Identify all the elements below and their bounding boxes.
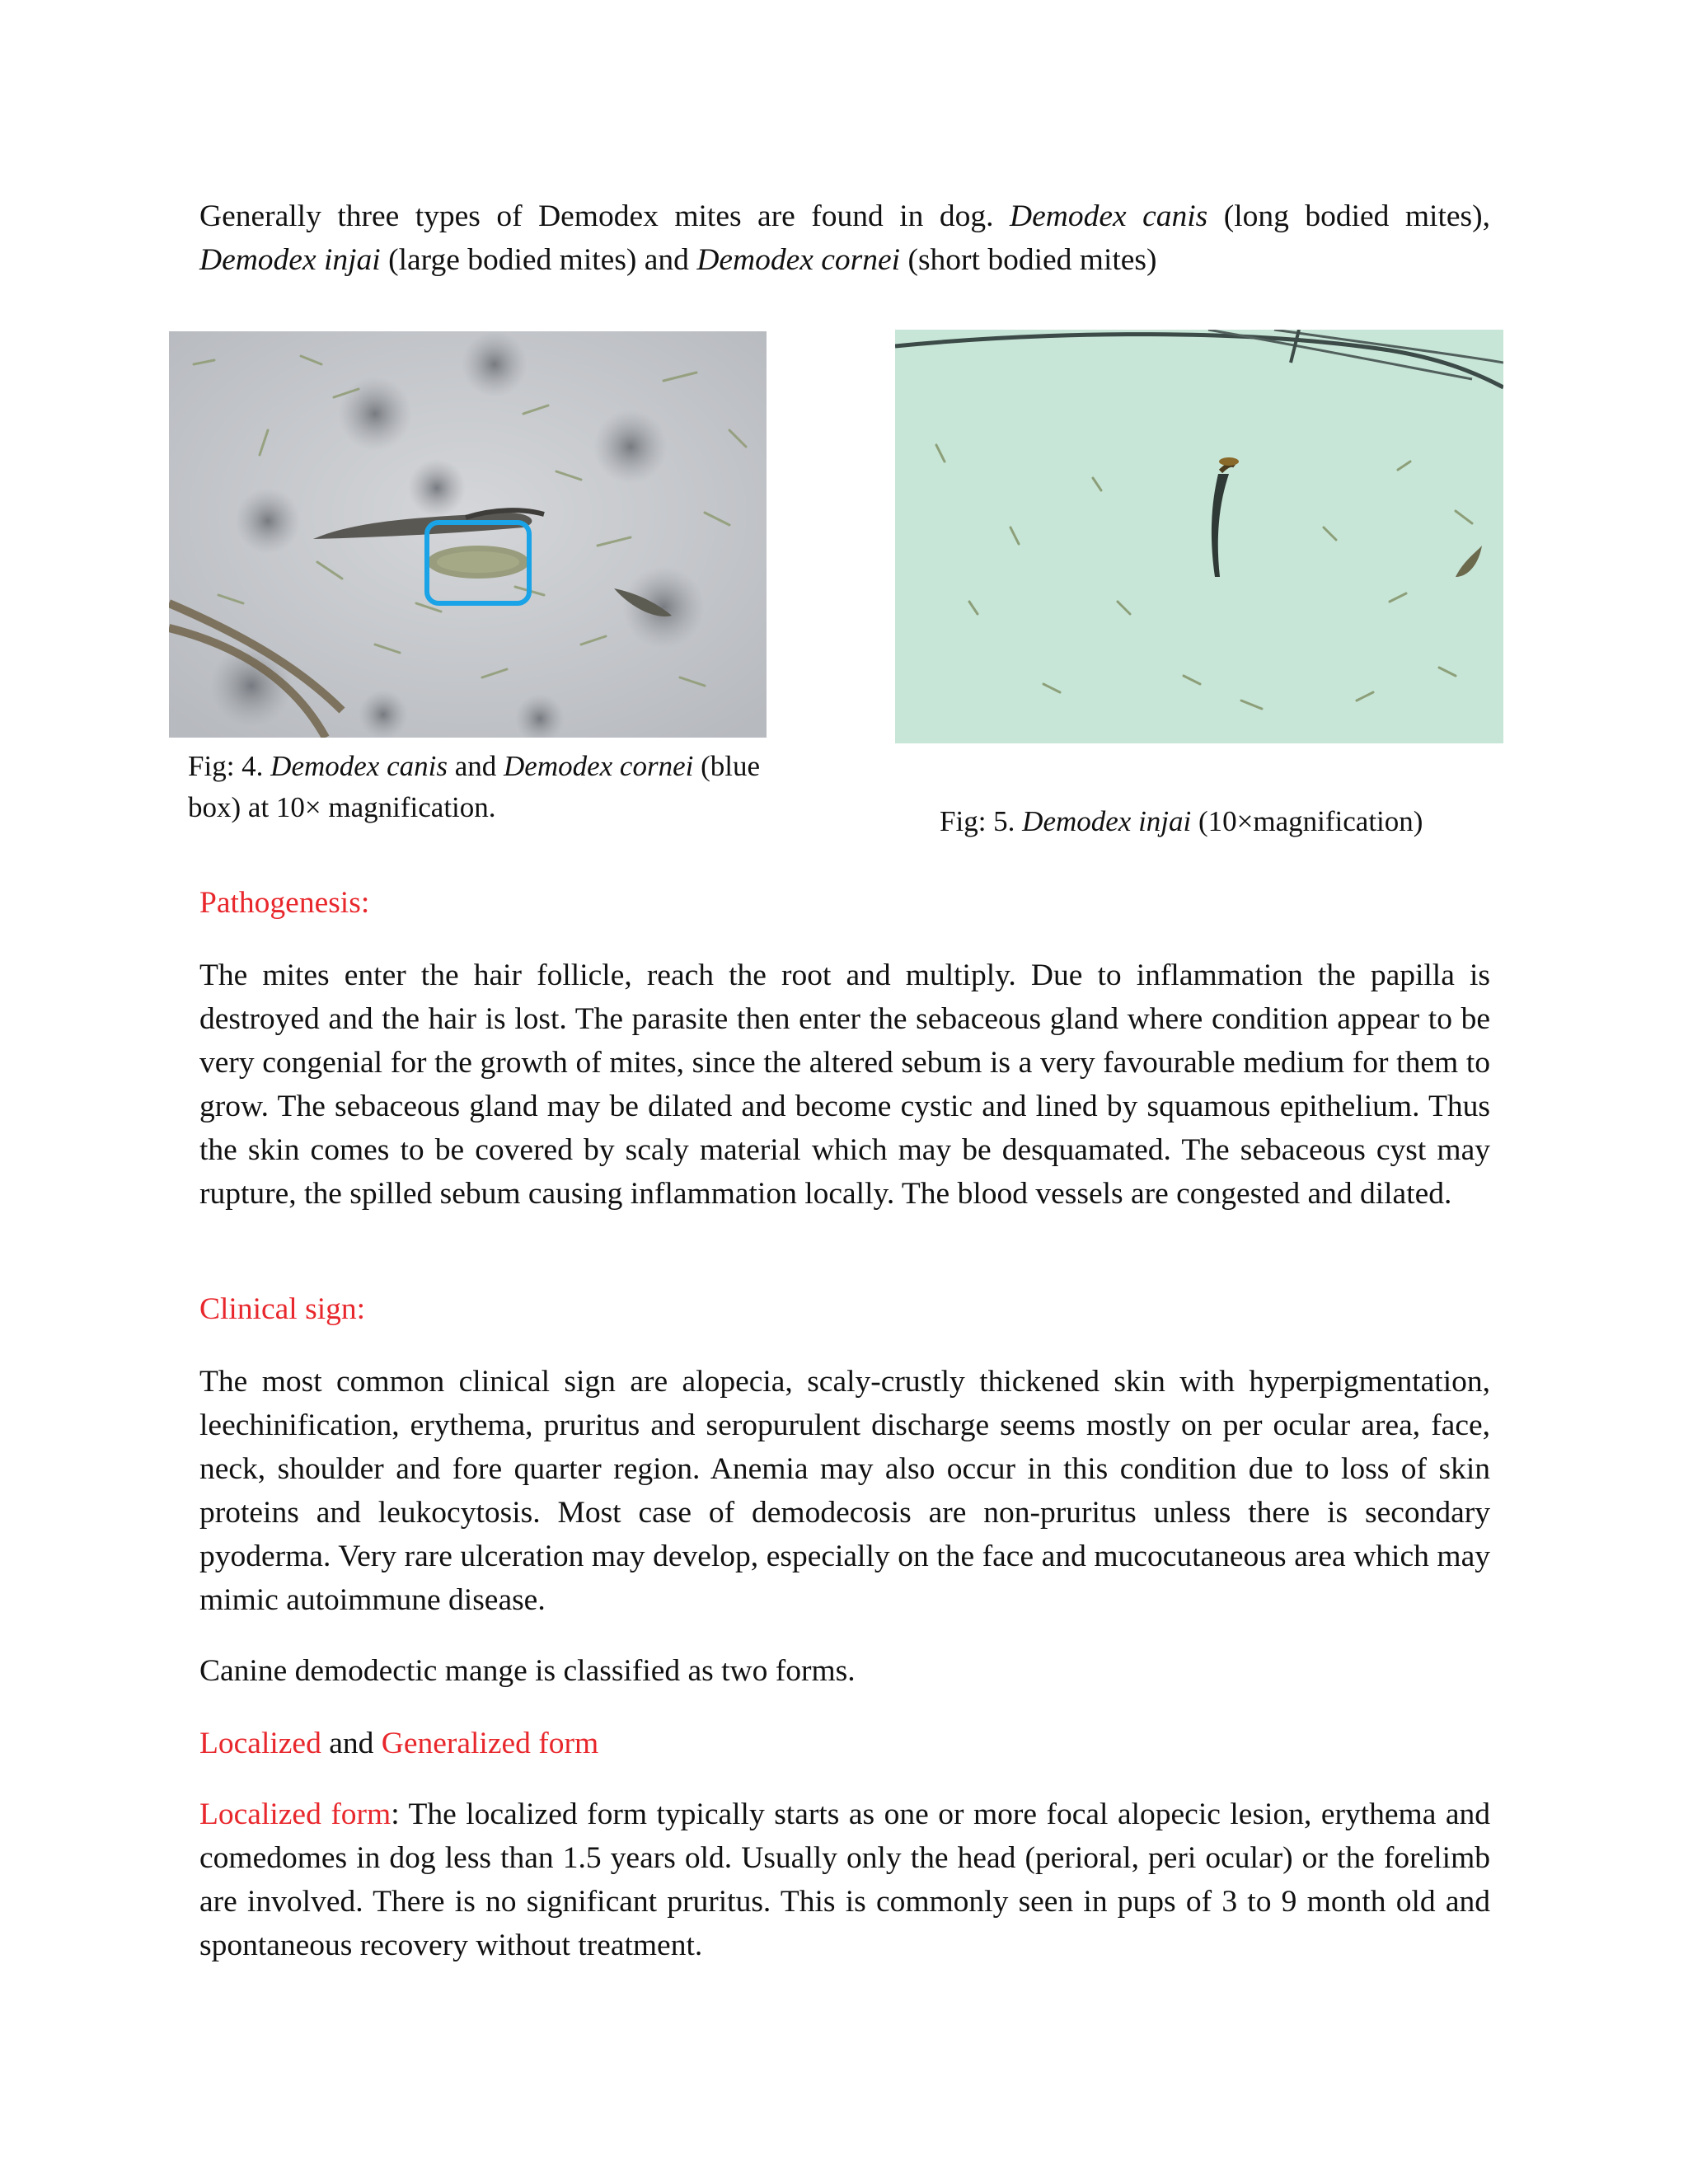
intro-text: Generally three types of Demodex mites are found in dog.: [199, 199, 1010, 233]
intro-paragraph: [199, 194, 1490, 282]
forms-intro-text: Canine demodectic mange is classified as two forms.: [199, 1654, 856, 1688]
intro-text: (large bodied mites) and: [380, 243, 697, 277]
caption-text: Fig: 5.: [940, 805, 1023, 837]
figure-5-micrograph: [895, 330, 1503, 743]
clinical-sign-text: The most common clinical sign are alopecia, scaly-crustly thickened skin with hyperpigmentation, leechinification, erythema, pruritus and seropurulent discharge seems mostly on per ocular area, face, neck, shoulder and fore quarter region. Anemia may also occur in this condition due to loss of skin proteins and leukocytosis. Most case of demodecosis are non-pruritus unless there is secondary pyoderma. Very rare ulceration may develop, especially on the face and mucocutaneous area which may mimic autoimmune disease.: [199, 1365, 1490, 1617]
species-name: Demodex cornei: [696, 243, 901, 277]
caption-text: and: [447, 750, 504, 782]
species-name: Demodex canis: [270, 750, 448, 782]
localized-form-text: : The localized form typically starts as one or more focal alopecic lesion, erythema and comedomes in dog less than 1.5 years old. Usually only the head (perioral, peri ocular) or the forelimb are involved. There is no significant pruritus. This is commonly seen in pups of 3 to 9 month old and spontaneous recovery without treatment.: [199, 1797, 1490, 1962]
clinical-sign-heading: Clinical sign:: [199, 1292, 366, 1326]
species-name: Demodex cornei: [504, 750, 694, 782]
species-name: Demodex injai: [199, 243, 381, 277]
intro-text: (long bodied mites),: [1207, 199, 1490, 233]
pathogenesis-paragraph: [199, 954, 1490, 1216]
pathogenesis-heading: Pathogenesis:: [199, 886, 370, 920]
species-name: Demodex canis: [1010, 199, 1208, 233]
figure-4-micrograph: [169, 331, 767, 738]
forms-list: [199, 1722, 1490, 1765]
localized-form-paragraph: [199, 1793, 1490, 1967]
caption-text: Fig: 4.: [188, 750, 271, 782]
caption-text: (10×magnification): [1191, 805, 1423, 837]
forms-and: and: [321, 1727, 382, 1760]
species-name: Demodex injai: [1022, 805, 1192, 837]
generalized-label: Generalized form: [381, 1727, 599, 1760]
clinical-sign-paragraph: [199, 1360, 1490, 1622]
intro-text: (short bodied mites): [900, 243, 1157, 277]
figure-5-caption: [940, 801, 1517, 842]
caption-text: (blue box) at 10× magnification.: [188, 750, 761, 823]
figure-4-caption: [188, 746, 765, 828]
localized-form-label: Localized form: [199, 1797, 392, 1831]
localized-label: Localized: [199, 1727, 321, 1760]
forms-intro: [199, 1649, 1490, 1693]
pathogenesis-text: The mites enter the hair follicle, reach the root and multiply. Due to inflammation the papilla is destroyed and the hair is lost. The parasite then enter the sebaceous gland where condition appear to be very congenial for the growth of mites, since the altered sebum is a very favourable medium for them to grow. The sebaceous gland may be dilated and become cystic and lined by squamous epithelium. Thus the skin comes to be covered by scaly material which may be desquamated. The sebaceous cyst may rupture, the spilled sebum causing inflammation locally. The blood vessels are congested and dilated.: [199, 958, 1490, 1211]
